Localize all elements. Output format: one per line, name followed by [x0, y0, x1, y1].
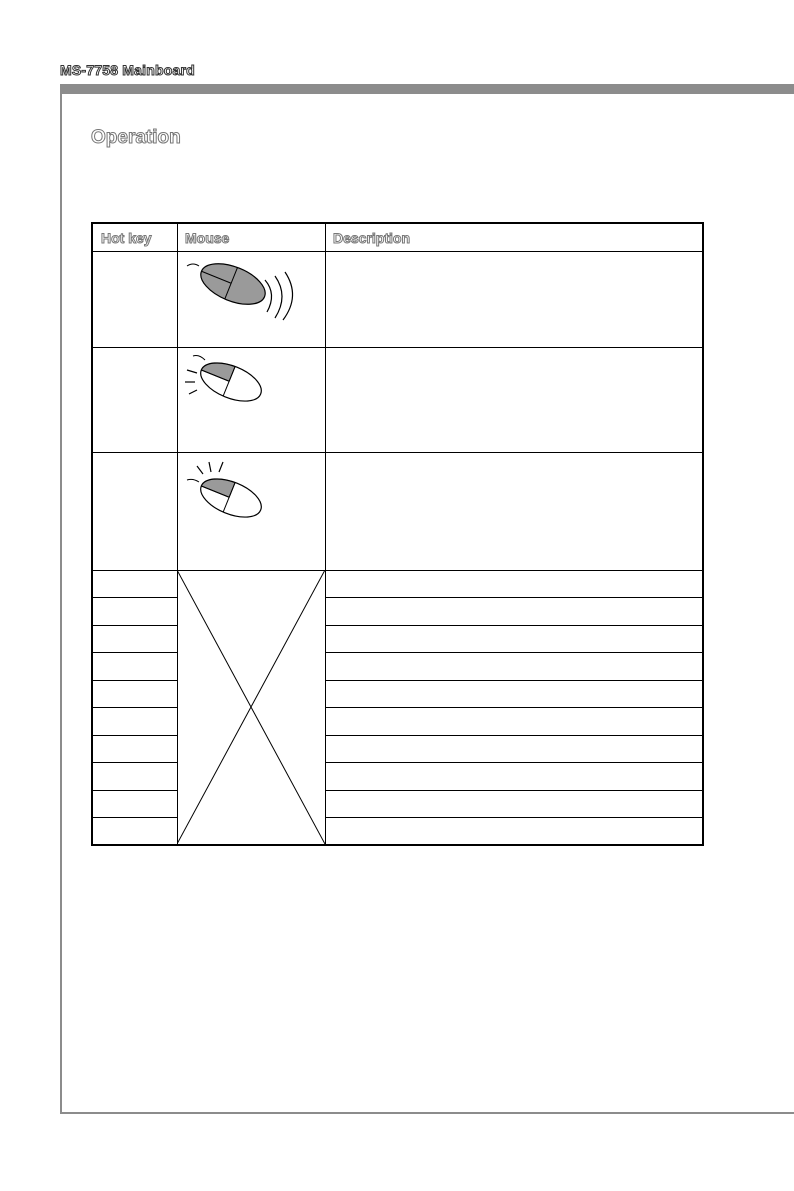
description-cell — [326, 571, 702, 597]
mouse-move-icon — [183, 256, 305, 322]
hotkey-cell — [93, 571, 177, 597]
hotkey-cell — [93, 763, 177, 790]
mouse-row-hotkey — [93, 348, 177, 452]
hotkey-cell — [93, 653, 177, 680]
mouse-row-hotkey — [93, 252, 177, 347]
operation-table — [91, 222, 704, 846]
page-header-title: MS-7758 Mainboard — [60, 62, 195, 78]
description-cell — [326, 736, 702, 762]
section-title: Operation — [91, 127, 181, 148]
table-header-row — [93, 224, 702, 252]
mouse-row-description — [326, 453, 702, 570]
not-applicable-cross — [177, 570, 325, 844]
hotkey-cell — [93, 708, 177, 735]
hotkey-cell — [93, 818, 177, 844]
frame-bottom-border — [60, 1112, 794, 1114]
hotkey-cell — [93, 626, 177, 652]
mouse-row-description — [326, 348, 702, 452]
header-bar — [60, 84, 794, 94]
description-cell — [326, 763, 702, 790]
hotkey-cell — [93, 681, 177, 707]
column-header-mouse: Mouse — [185, 230, 230, 246]
description-cell — [326, 708, 702, 735]
mouse-left-click-icon — [183, 352, 273, 412]
description-cell — [326, 653, 702, 680]
mouse-row-hotkey — [93, 453, 177, 570]
hotkey-cell — [93, 791, 177, 817]
frame-left-border — [60, 84, 62, 1114]
description-cell — [326, 791, 702, 817]
column-header-description: Description — [333, 230, 411, 246]
description-cell — [326, 598, 702, 625]
description-cell — [326, 818, 702, 844]
column-header-hotkey: Hot key — [101, 230, 152, 246]
mouse-left-double-click-icon — [183, 458, 273, 526]
description-cell — [326, 626, 702, 652]
hotkey-cell — [93, 598, 177, 625]
hotkey-cell — [93, 736, 177, 762]
mouse-row-description — [326, 252, 702, 347]
description-cell — [326, 681, 702, 707]
